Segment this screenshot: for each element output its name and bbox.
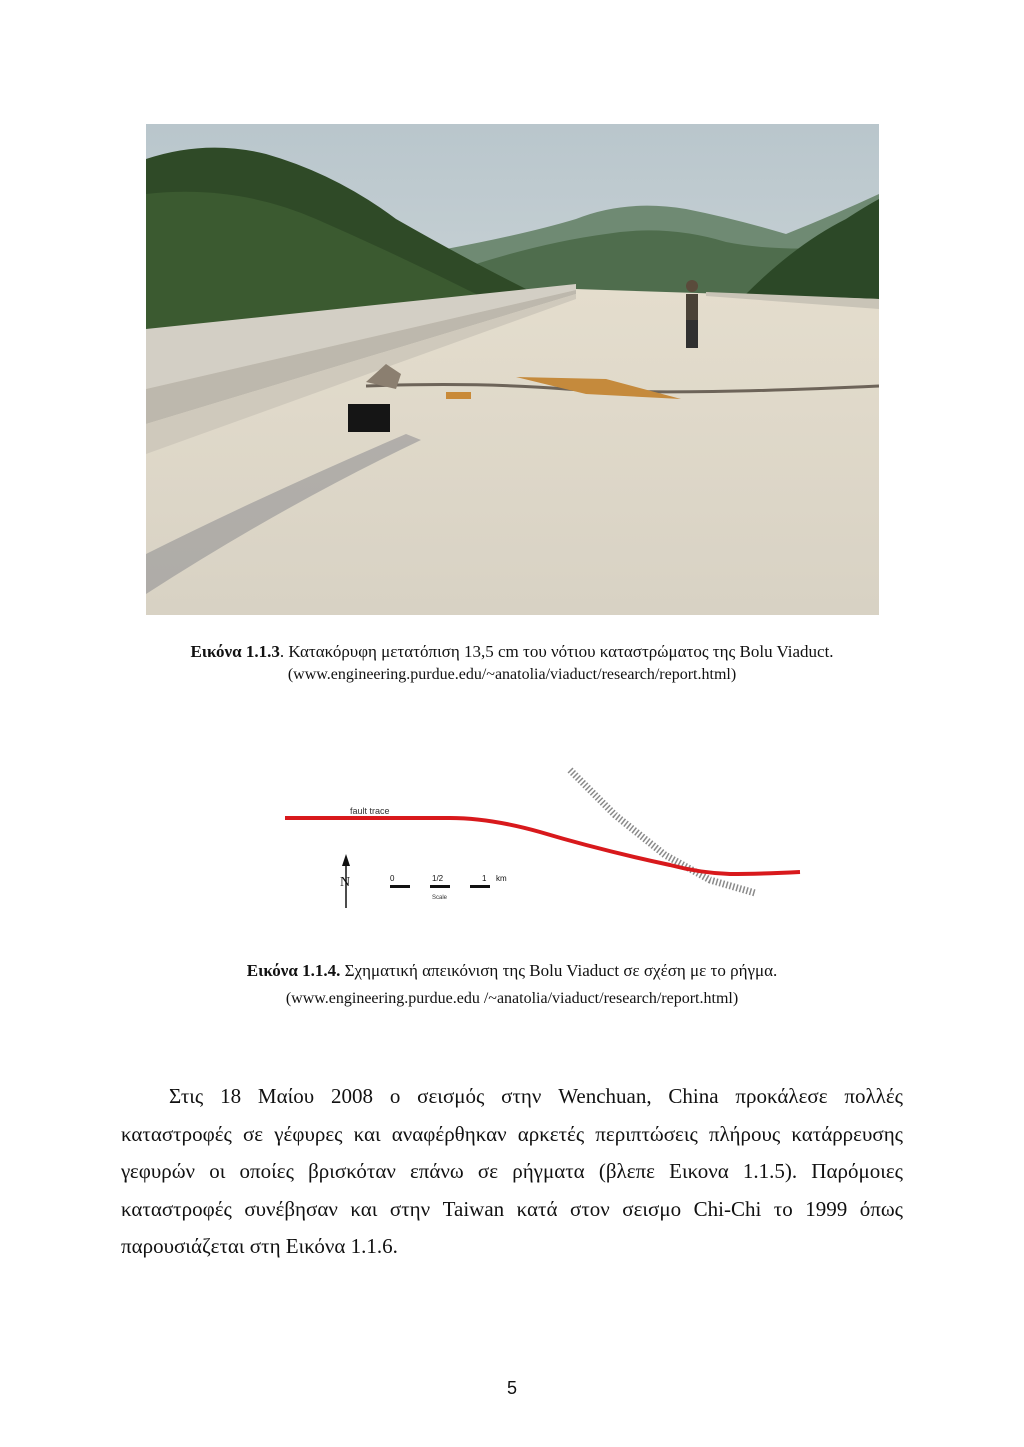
figure2-source: (www.engineering.purdue.edu /~anatolia/viaduct/research/report.html) [285,990,739,1007]
figure2-label: Εικόνα 1.1.4. [246,961,341,980]
scale-tick-0: 0 [390,874,395,883]
fault-trace-label: fault trace [350,806,390,816]
fault-diagram [270,760,830,920]
scale-tick-1: 1 [482,874,487,883]
figure1-label: Εικόνα 1.1.3 [190,642,280,661]
scale-bar [390,885,490,888]
figure2-caption [0,960,1024,982]
scale-tick-half: 1/2 [432,874,444,883]
scale-unit: km [496,874,507,883]
figure1-caption [0,641,1024,663]
fault-trace-line [285,818,800,874]
north-arrow-icon [342,854,350,866]
scale-bar-gap-2 [450,885,470,888]
figure1-text: . Κατακόρυφη μετατόπιση 13,5 cm του νότιου καταστρώματος της Bolu Viaduct. [279,642,834,661]
scale-caption: Scale [432,895,448,901]
page-number: 5 [506,1378,517,1398]
paragraph-text: Στις 18 Μαίου 2008 ο σεισμός στην Wenchuan, China προκάλεσε πολλές καταστροφές σε γέφυρες και αναφέρθηκαν αρκετές περιπτώσεις πλήρους κατάρρευσης γεφυρών οι οποίες βρισκόταν επάνω σε ρήγματα (βλεπε Εικονα 1.1.5). Παρόμοιες καταστροφές συνέβησαν και στην Taiwan κατά στον σεισμο Chi-Chi το 1999 όπως παρουσιάζεται στη Εικόνα 1.1.6. [121,1084,903,1258]
photo-illustration [146,124,879,615]
figure2-text: Σχηματική απεικόνιση της Bolu Viaduct σε σχέση με το ρήγμα. [340,961,778,980]
body-paragraph [121,1078,903,1266]
viaduct-damage-photo [146,124,879,615]
figure1-source: (www.engineering.purdue.edu/~anatolia/viaduct/research/report.html) [287,666,737,683]
north-label: N [340,875,351,890]
scale-bar-gap [410,885,430,888]
fault-diagram-svg [270,760,830,920]
